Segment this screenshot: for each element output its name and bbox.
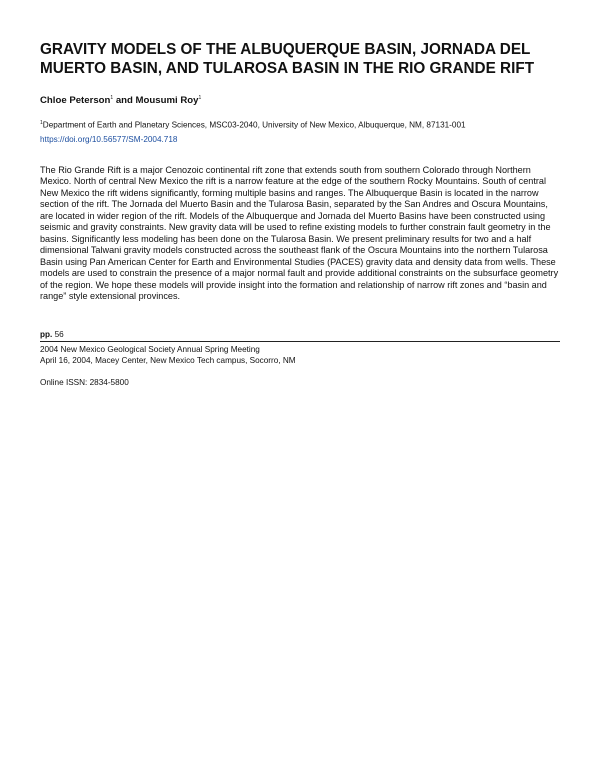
meeting-info [40, 344, 560, 367]
affiliation-text: Department of Earth and Planetary Sciences, MSC03-2040, University of New Mexico, Albuquerque, NM, 87131-001 [42, 120, 466, 130]
author-name: Chloe Peterson [40, 95, 111, 107]
abstract-text: The Rio Grande Rift is a major Cenozoic continental rift zone that extends south from southern Colorado through Northern Mexico. North of central New Mexico the rift is a narrow feature at the edge of the southern Rocky Mountains. South of central New Mexico the rift widens significantly, forming multiple basins and ranges. The Albuquerque Basin is located in the narrow section of the rift. The Jornada del Muerto Basin and the Tularosa Basin, separated by the San Andres and Oscura Mountains, are located in wider region of the rift. Models of the Albuquerque and Jornada del Muerto Basins have been constructed using seismic and gravity constraints. New gravity data will be used to refine existing models to further constrain fault geometry in the basins. Significantly less modeling has been done on the Tularosa Basin. We present preliminary results for two and a half dimensional Talwani gravity models constructed across the southeast flank of the Oscura Mountains into the northern Tularosa Basin using Pan American Center for Earth and Environmental Studies (PACES) gravity data and density data from wells. These models are used to constrain the presence of a major normal fault and provide additional constraints on the subsurface geometry of the region. We hope these models will provide insight into the formation and relationship of narrow rift zones and “basin and range” style extensional provinces. [40, 164, 559, 302]
author-name: Mousumi Roy [135, 95, 199, 107]
paper-title: GRAVITY MODELS OF THE ALBUQUERQUE BASIN, JORNADA DEL MUERTO BASIN, AND TULAROSA BASIN IN THE RIO GRANDE RIFT [40, 41, 535, 77]
paper-page [40, 40, 560, 388]
pages-label: pp. [40, 329, 53, 339]
divider [40, 341, 560, 342]
pages-value: 56 [54, 329, 64, 339]
affiliation [40, 118, 560, 131]
affiliation-marker: 1 [40, 120, 43, 127]
doi-link[interactable]: https://doi.org/10.56577/SM-2004.718 [40, 134, 178, 144]
author-list [40, 92, 560, 107]
issn: Online ISSN: 2834-5800 [40, 377, 129, 387]
page-range [40, 329, 560, 340]
affiliation-marker: 1 [198, 95, 202, 101]
author-conjunction: and [113, 95, 136, 107]
affiliation-marker: 1 [110, 95, 114, 101]
meeting-name: 2004 New Mexico Geological Society Annual Spring Meeting [40, 344, 260, 354]
meeting-date-location: April 16, 2004, Macey Center, New Mexico Tech campus, Socorro, NM [40, 356, 296, 366]
